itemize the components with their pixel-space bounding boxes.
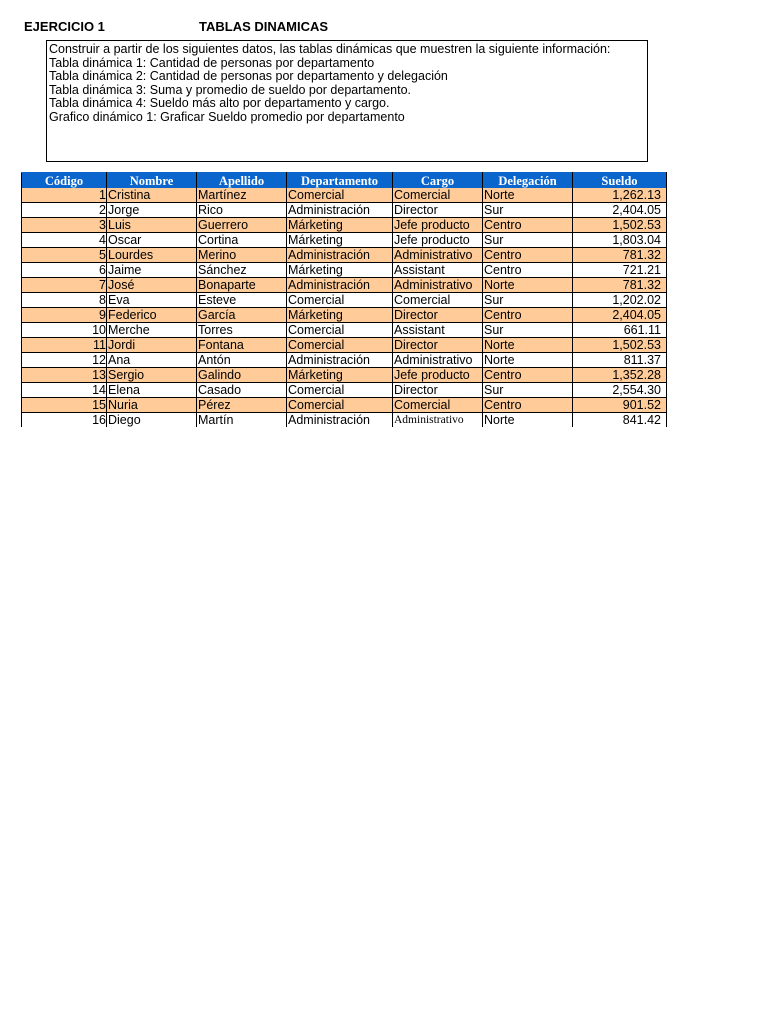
cell-delegacion: Centro — [483, 308, 573, 323]
cell-codigo: 4 — [22, 233, 107, 248]
cell-apellido: Pérez — [197, 398, 287, 413]
instruction-line: Tabla dinámica 1: Cantidad de personas por departamento — [49, 55, 375, 70]
cell-sueldo: 811.37 — [573, 353, 667, 368]
cell-delegacion: Centro — [483, 248, 573, 263]
cell-delegacion: Sur — [483, 323, 573, 338]
cell-nombre: Jaime — [107, 263, 197, 278]
cell-nombre: José — [107, 278, 197, 293]
cell-cargo: Director — [393, 338, 483, 353]
cell-cargo: Jefe producto — [393, 218, 483, 233]
column-header-sueldo: Sueldo — [573, 173, 667, 189]
table-row — [22, 218, 667, 233]
column-header-departamento: Departamento — [287, 173, 393, 189]
cell-apellido: Casado — [197, 383, 287, 398]
cell-departamento: Administración — [287, 278, 393, 293]
table-row — [22, 308, 667, 323]
cell-sueldo: 1,202.02 — [573, 293, 667, 308]
cell-cargo: Comercial — [393, 398, 483, 413]
cell-delegacion: Norte — [483, 338, 573, 353]
cell-departamento: Márketing — [287, 308, 393, 323]
cell-departamento: Márketing — [287, 368, 393, 383]
instruction-line: Tabla dinámica 3: Suma y promedio de sueldo por departamento. — [49, 82, 412, 97]
column-header-cargo: Cargo — [393, 173, 483, 189]
cell-nombre: Elena — [107, 383, 197, 398]
cell-apellido: Bonaparte — [197, 278, 287, 293]
table-row — [22, 323, 667, 338]
cell-delegacion: Sur — [483, 293, 573, 308]
cell-nombre: Jorge — [107, 203, 197, 218]
cell-delegacion: Centro — [483, 368, 573, 383]
cell-delegacion: Norte — [483, 353, 573, 368]
table-header-row — [22, 173, 667, 189]
cell-codigo: 14 — [22, 383, 107, 398]
column-header-apellido: Apellido — [197, 173, 287, 189]
cell-sueldo: 2,554.30 — [573, 383, 667, 398]
table-row — [22, 368, 667, 383]
table-row — [22, 353, 667, 368]
cell-apellido: Merino — [197, 248, 287, 263]
cell-sueldo: 781.32 — [573, 248, 667, 263]
cell-delegacion: Norte — [483, 278, 573, 293]
cell-codigo: 9 — [22, 308, 107, 323]
cell-codigo: 11 — [22, 338, 107, 353]
page-title: TABLAS DINAMICAS — [199, 19, 329, 34]
cell-apellido: Torres — [197, 323, 287, 338]
employee-table — [21, 172, 667, 427]
cell-nombre: Luis — [107, 218, 197, 233]
cell-delegacion: Sur — [483, 233, 573, 248]
column-header-nombre: Nombre — [107, 173, 197, 189]
cell-departamento: Comercial — [287, 293, 393, 308]
cell-cargo: Director — [393, 203, 483, 218]
cell-sueldo: 1,502.53 — [573, 218, 667, 233]
instruction-line: Tabla dinámica 4: Sueldo más alto por departamento y cargo. — [49, 96, 390, 111]
cell-sueldo: 1,352.28 — [573, 368, 667, 383]
cell-sueldo: 1,502.53 — [573, 338, 667, 353]
cell-apellido: Sánchez — [197, 263, 287, 278]
cell-cargo: Jefe producto — [393, 368, 483, 383]
table-row — [22, 398, 667, 413]
cell-sueldo: 1,803.04 — [573, 233, 667, 248]
cell-cargo: Administrativo — [393, 413, 483, 428]
cell-cargo: Director — [393, 383, 483, 398]
cell-sueldo: 2,404.05 — [573, 203, 667, 218]
cell-codigo: 1 — [22, 188, 107, 203]
cell-sueldo: 781.32 — [573, 278, 667, 293]
column-header-codigo: Código — [22, 173, 107, 189]
cell-codigo: 7 — [22, 278, 107, 293]
cell-cargo: Administrativo — [393, 248, 483, 263]
cell-nombre: Oscar — [107, 233, 197, 248]
cell-cargo: Director — [393, 308, 483, 323]
table-row — [22, 278, 667, 293]
cell-codigo: 15 — [22, 398, 107, 413]
cell-apellido: Esteve — [197, 293, 287, 308]
cell-departamento: Administración — [287, 203, 393, 218]
cell-sueldo: 2,404.05 — [573, 308, 667, 323]
table-row — [22, 203, 667, 218]
cell-sueldo: 661.11 — [573, 323, 667, 338]
cell-departamento: Administración — [287, 413, 393, 428]
cell-cargo: Jefe producto — [393, 233, 483, 248]
table-row — [22, 413, 667, 428]
cell-departamento: Márketing — [287, 218, 393, 233]
cell-nombre: Cristina — [107, 188, 197, 203]
cell-codigo: 5 — [22, 248, 107, 263]
cell-nombre: Ana — [107, 353, 197, 368]
cell-codigo: 3 — [22, 218, 107, 233]
cell-nombre: Diego — [107, 413, 197, 428]
cell-codigo: 8 — [22, 293, 107, 308]
cell-sueldo: 1,262.13 — [573, 188, 667, 203]
cell-sueldo: 841.42 — [573, 413, 667, 428]
instruction-line: Construir a partir de los siguientes datos, las tablas dinámicas que muestren la siguiente información: — [49, 42, 611, 56]
cell-codigo: 2 — [22, 203, 107, 218]
cell-codigo: 12 — [22, 353, 107, 368]
column-header-delegacion: Delegación — [483, 173, 573, 189]
cell-apellido: García — [197, 308, 287, 323]
cell-apellido: Antón — [197, 353, 287, 368]
cell-codigo: 10 — [22, 323, 107, 338]
table-row — [22, 383, 667, 398]
cell-departamento: Comercial — [287, 338, 393, 353]
cell-departamento: Administración — [287, 353, 393, 368]
instructions-box — [46, 40, 648, 162]
table-row — [22, 263, 667, 278]
cell-apellido: Cortina — [197, 233, 287, 248]
cell-nombre: Merche — [107, 323, 197, 338]
cell-departamento: Comercial — [287, 188, 393, 203]
cell-cargo: Administrativo — [393, 278, 483, 293]
cell-codigo: 13 — [22, 368, 107, 383]
cell-departamento: Comercial — [287, 383, 393, 398]
cell-cargo: Administrativo — [393, 353, 483, 368]
cell-delegacion: Norte — [483, 413, 573, 428]
cell-apellido: Martínez — [197, 188, 287, 203]
cell-departamento: Comercial — [287, 398, 393, 413]
cell-departamento: Márketing — [287, 263, 393, 278]
cell-nombre: Eva — [107, 293, 197, 308]
cell-delegacion: Sur — [483, 383, 573, 398]
cell-apellido: Guerrero — [197, 218, 287, 233]
cell-apellido: Martín — [197, 413, 287, 428]
instruction-line: Grafico dinámico 1: Graficar Sueldo promedio por departamento — [49, 109, 405, 124]
cell-nombre: Lourdes — [107, 248, 197, 263]
table-row — [22, 293, 667, 308]
cell-nombre: Jordi — [107, 338, 197, 353]
cell-cargo: Comercial — [393, 188, 483, 203]
cell-cargo: Comercial — [393, 293, 483, 308]
cell-departamento: Márketing — [287, 233, 393, 248]
cell-departamento: Administración — [287, 248, 393, 263]
cell-cargo: Assistant — [393, 323, 483, 338]
cell-delegacion: Centro — [483, 218, 573, 233]
cell-cargo: Assistant — [393, 263, 483, 278]
table-row — [22, 338, 667, 353]
cell-apellido: Galindo — [197, 368, 287, 383]
cell-delegacion: Sur — [483, 203, 573, 218]
cell-nombre: Sergio — [107, 368, 197, 383]
table-row — [22, 188, 667, 203]
cell-delegacion: Centro — [483, 398, 573, 413]
cell-delegacion: Centro — [483, 263, 573, 278]
cell-sueldo: 721.21 — [573, 263, 667, 278]
cell-nombre: Federico — [107, 308, 197, 323]
cell-codigo: 6 — [22, 263, 107, 278]
cell-nombre: Nuria — [107, 398, 197, 413]
cell-codigo: 16 — [22, 413, 107, 428]
cell-departamento: Comercial — [287, 323, 393, 338]
cell-delegacion: Norte — [483, 188, 573, 203]
instruction-line: Tabla dinámica 2: Cantidad de personas por departamento y delegación — [49, 69, 448, 84]
cell-apellido: Rico — [197, 203, 287, 218]
table-row — [22, 233, 667, 248]
cell-sueldo: 901.52 — [573, 398, 667, 413]
table-body — [22, 188, 667, 427]
table-row — [22, 248, 667, 263]
cell-apellido: Fontana — [197, 338, 287, 353]
exercise-title: EJERCICIO 1 — [24, 19, 105, 34]
